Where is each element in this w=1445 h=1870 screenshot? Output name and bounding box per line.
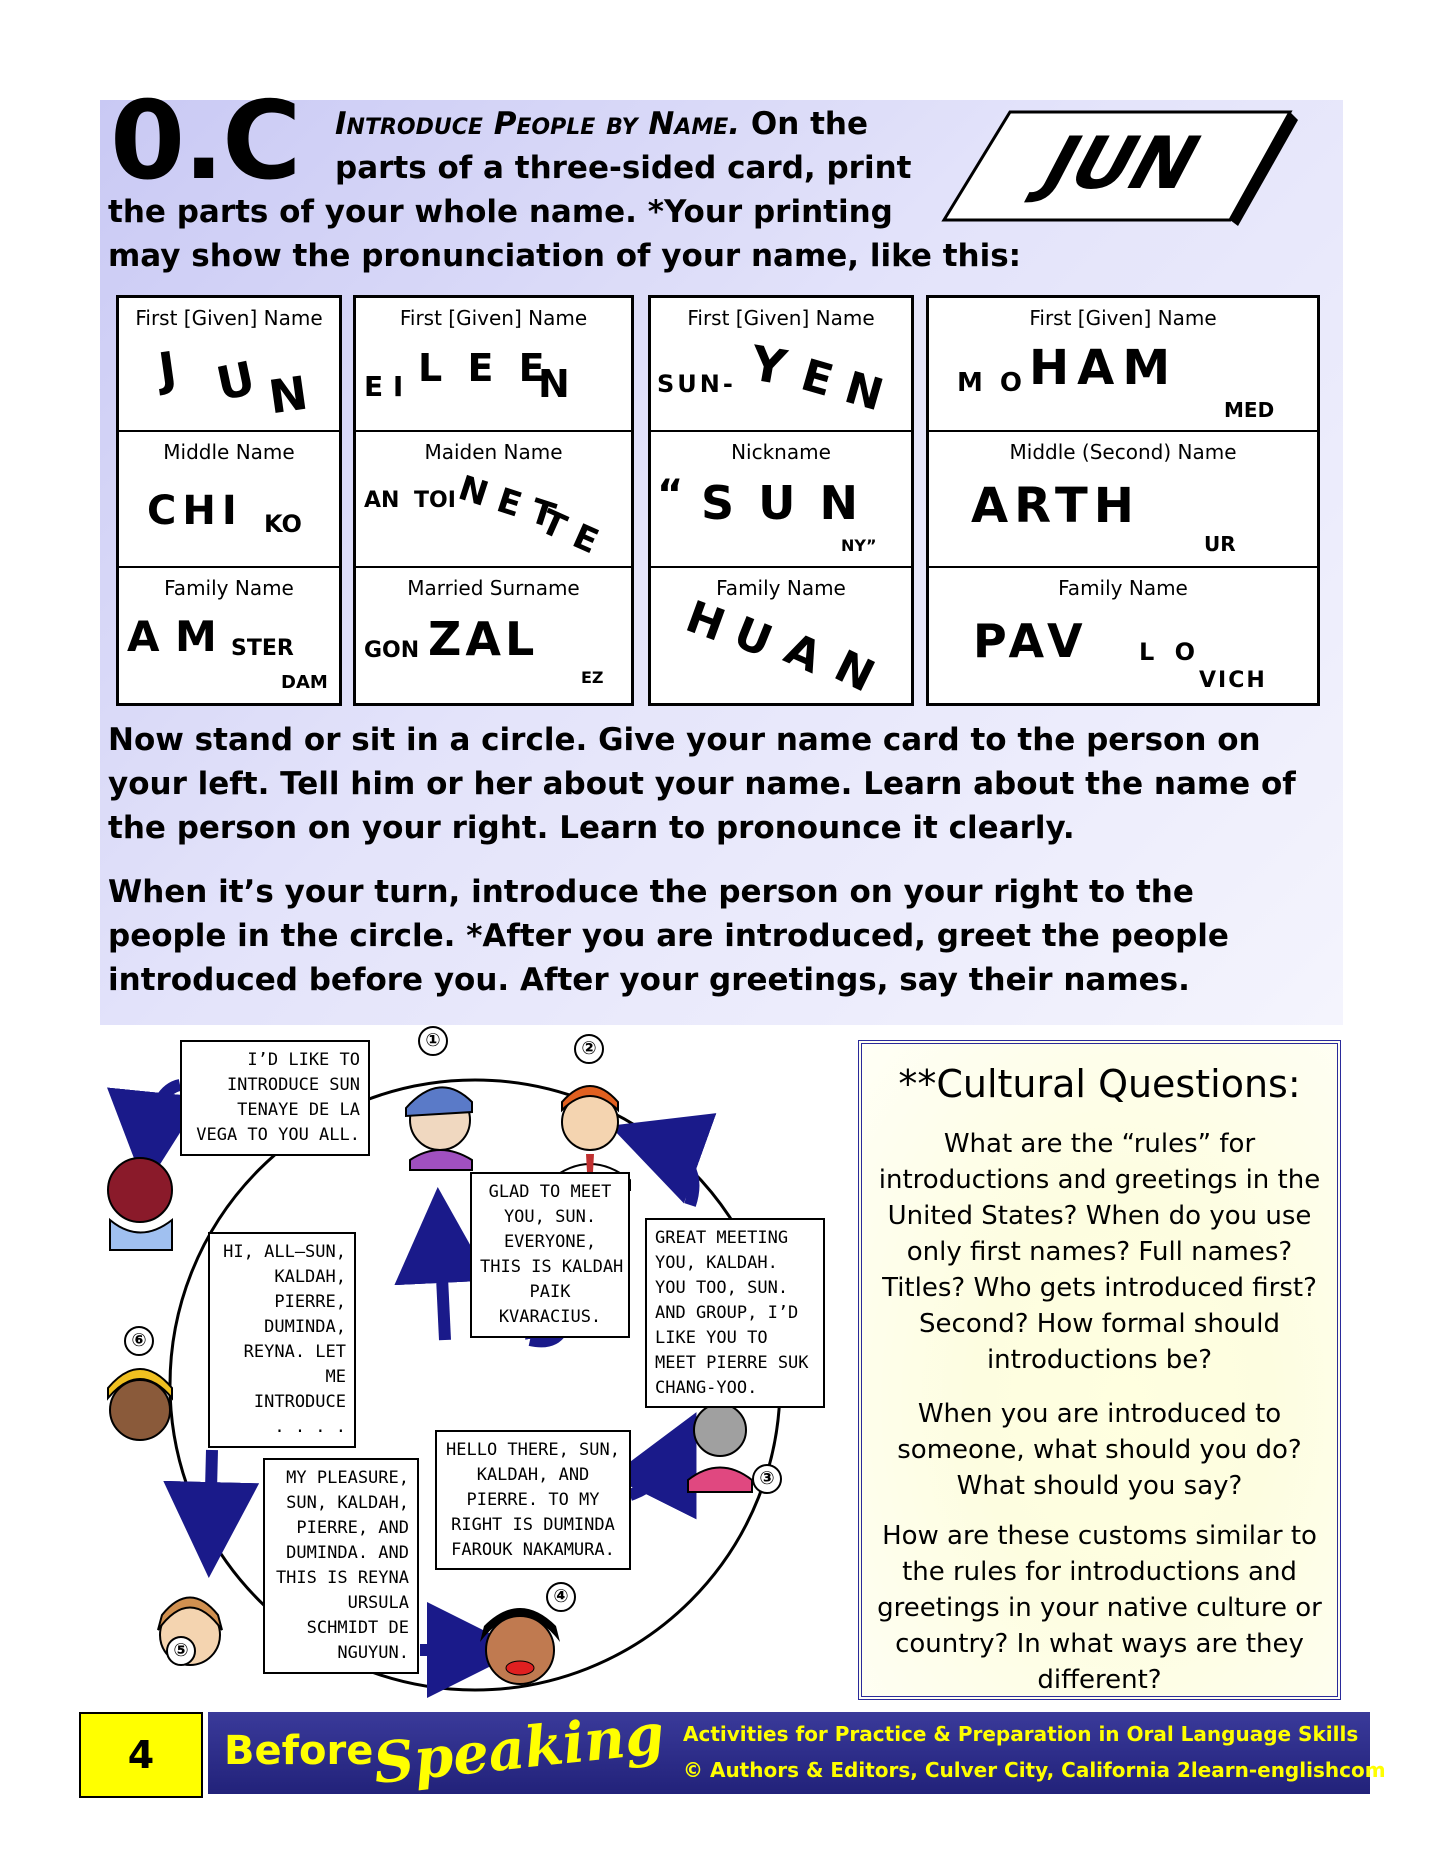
card-3-family-name: Family Name H U A N <box>679 576 883 703</box>
instruction-line-3: the person on your right. Learn to pronounce it clearly. <box>108 810 1075 846</box>
speech-bubble-3: GREAT MEETING YOU, KALDAH. YOU TOO, SUN. AND GROUP, I’D LIKE YOU TO MEET PIERRE SUK CHANG-YOO. <box>645 1218 825 1408</box>
intro-line-1-text: On the <box>750 106 868 142</box>
intro-line-1 <box>335 106 868 143</box>
intro-line-4: may show the pronunciation of your name, like this: <box>108 238 1022 274</box>
seat-number-6: ⑥ <box>124 1326 154 1356</box>
seat-number-3: ③ <box>752 1464 782 1494</box>
section-label: 0.C <box>110 79 300 204</box>
footer-line-1: Activities for Practice & Preparation in Oral Language Skills <box>683 1722 1359 1746</box>
footer-before: Before <box>224 1728 374 1774</box>
speech-bubble-6: MY PLEASURE, SUN, KALDAH, PIERRE, AND DUMINDA. AND THIS IS REYNA URSULA SCHMIDT DE NGUYUN. <box>263 1458 419 1674</box>
name-card-1 <box>116 295 342 706</box>
instruction-line-4: When it’s your turn, introduce the person on your right to the <box>108 874 1194 910</box>
instruction-line-5: people in the circle. *After you are introduced, greet the people <box>108 918 1229 954</box>
card-1-middle-name: Middle Name CHI KO <box>119 432 339 568</box>
sign-text: JUN <box>1034 121 1208 206</box>
card-3-first-name: First [Given] Name SUN- Y E N <box>651 298 911 432</box>
person-4-icon <box>480 1608 560 1684</box>
card-2-maiden-name: Maiden Name AN TOI N E T T E <box>356 432 631 568</box>
arrow-1 <box>150 1085 180 1140</box>
person-6-icon <box>108 1369 172 1440</box>
footer-banner <box>208 1700 1386 1798</box>
card-3-nickname: Nickname “ S U N NY” <box>651 432 911 568</box>
card-4-family-name: Family Name PAV L O VICH <box>973 576 1267 693</box>
cultural-question-2: When you are introduced to someone, what should you do? What should you say? <box>897 1399 1302 1501</box>
speech-bubble-5: HELLO THERE, SUN, KALDAH, AND PIERRE. TO MY RIGHT IS DUMINDA FAROUK NAKAMURA. <box>435 1430 631 1570</box>
name-card-2 <box>353 295 634 706</box>
card-4-middle-name: Middle (Second) Name ARTH UR <box>929 432 1317 568</box>
card-1-first-name: First [Given] Name J U N <box>119 298 339 432</box>
instruction-line-1: Now stand or sit in a circle. Give your name card to the person on <box>108 722 1261 758</box>
speech-bubble-2: GLAD TO MEET YOU, SUN. EVERYONE, THIS IS KALDAH PAIK KVARACIUS. <box>470 1172 630 1338</box>
seat-number-5: ⑤ <box>166 1636 196 1666</box>
card-2-first-name: First [Given] Name E I L E E N <box>356 298 631 432</box>
intro-title: Introduce People by Name. <box>335 106 741 142</box>
arrow-7 <box>210 1450 212 1530</box>
card-1-family-name: Family Name A M STER DAM <box>127 576 328 693</box>
page-number: 4 <box>79 1712 203 1798</box>
speech-bubble-1: I’D LIKE TO INTRODUCE SUN TENAYE DE LA VEGA TO YOU ALL. <box>180 1040 370 1156</box>
person-1-icon <box>406 1087 472 1170</box>
footer-line-2: © Authors & Editors, Culver City, California 2learn-englishcom <box>683 1758 1386 1782</box>
intro-line-2: parts of a three-sided card, print <box>335 150 912 186</box>
card-2-married-surname: Married Surname GON ZAL EZ <box>364 576 604 687</box>
cultural-questions-title: **Cultural Questions: <box>898 1062 1301 1106</box>
intro-line-3: the parts of your whole name. *Your printing <box>108 194 893 230</box>
arrow-2 <box>440 1235 445 1340</box>
seat-number-1: ① <box>418 1026 448 1056</box>
name-card-4 <box>926 295 1320 706</box>
cultural-question-3: How are these customs similar to the rules for introductions and greetings in your native culture or country? In what ways are they different? <box>877 1521 1322 1695</box>
instruction-line-2: your left. Tell him or her about your name. Learn about the name of <box>108 766 1296 802</box>
seat-number-4: ④ <box>546 1582 576 1612</box>
card-4-first-name: First [Given] Name M O HAM MED <box>929 298 1317 432</box>
arrow-5 <box>630 1455 675 1495</box>
arrow-4 <box>655 1142 693 1205</box>
person-left-icon <box>108 1158 172 1250</box>
name-tent-sign <box>940 106 1300 226</box>
speech-bubble-4: HI, ALL—SUN, KALDAH, PIERRE, DUMINDA, REYNA. LET ME INTRODUCE . . . . <box>208 1232 356 1448</box>
instruction-line-6: introduced before you. After your greetings, say their names. <box>108 962 1190 998</box>
seat-number-2: ② <box>574 1034 604 1064</box>
person-3-icon <box>688 1404 752 1492</box>
cultural-question-1: What are the “rules” for introductions and greetings in the United States? When do you use only first names? Full names? Titles? Who gets introduced first? Second? How formal should introductions be? <box>878 1129 1321 1375</box>
cultural-questions-box <box>858 1040 1341 1700</box>
footer-speaking-logo: Speaking <box>370 1700 668 1798</box>
name-card-3 <box>648 295 914 706</box>
